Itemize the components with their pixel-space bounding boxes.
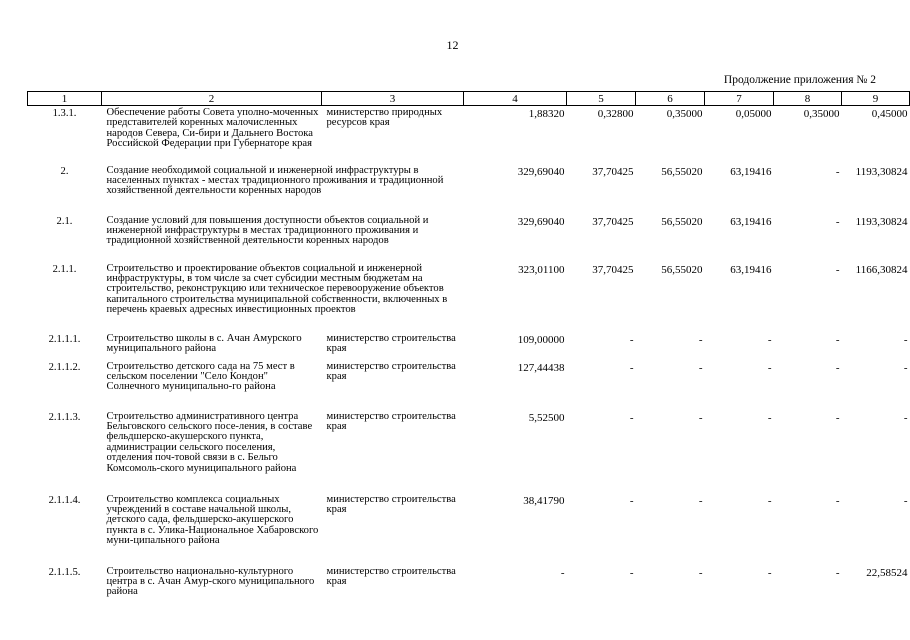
value-col5: 0,32800 xyxy=(597,108,634,120)
row-description: Строительство и проектирование объектов социальной и инженерной инфраструктуры, в том числе за счет субсидии местным бюджетам на строительство, реконструкцию или техническое перевооружение объектов капитального строительства муниципальной собственности, включенных в перечень краевых адресных инвестиционных проектов xyxy=(106,262,448,316)
column-header: 1 xyxy=(28,92,102,106)
column-header: 4 xyxy=(464,92,567,106)
row-number: 2.1.1.5. xyxy=(48,566,81,578)
value-col4: 329,69040 xyxy=(517,165,565,178)
row-number: 2.1.1.2. xyxy=(48,361,81,373)
row-description: Создание условий для повышения доступности объектов социальной и инженерной инфраструктуры в местах традиционного проживания и традиционной хозяйственной деятельности коренных народов xyxy=(106,214,429,247)
value-col9: 0,45000 xyxy=(871,108,908,120)
column-header: 5 xyxy=(567,92,636,106)
value-col5: - xyxy=(629,411,634,424)
row-executor: министерство строительства края xyxy=(326,565,456,587)
value-col8: - xyxy=(835,566,840,579)
value-col8: - xyxy=(835,411,840,424)
value-col7: 0,05000 xyxy=(735,108,772,120)
value-col4: 323,01100 xyxy=(518,263,565,276)
row-executor: министерство строительства края xyxy=(326,332,456,354)
program-table xyxy=(27,91,910,603)
value-col7: - xyxy=(767,333,772,346)
value-col8: - xyxy=(835,165,840,178)
value-col4: 127,44438 xyxy=(517,361,565,374)
value-col7: - xyxy=(767,494,772,507)
value-col6: - xyxy=(698,566,703,579)
row-description: Строительство административного центра Бельговского сельского посе-ления, в составе фельдшерско-акушерского пункта, администрации сельского поселения, отделения поч-товой связи в с. Бельго Комсомоль-ского муниципального района xyxy=(106,410,313,474)
row-description: Строительство комплекса социальных учреждений в составе начальной школы, детского сада, фельдшерско-акушерского пункта в с. Улика-Национальное Хабаровского муни-ципального района xyxy=(106,493,319,547)
value-col4: 109,00000 xyxy=(517,333,565,346)
table-row xyxy=(28,106,910,164)
value-col5: 37,70425 xyxy=(592,263,634,276)
row-number: 2.1.1.4. xyxy=(48,494,81,506)
value-col9: 1193,30824 xyxy=(855,165,908,178)
row-description: Создание необходимой социальной и инженерной инфраструктуры в населенных пунктах - местах традиционного проживания и традиционной хозяйственной деятельности коренных народов xyxy=(106,164,444,197)
row-executor: министерство строительства края xyxy=(326,493,456,515)
value-col5: - xyxy=(629,566,634,579)
value-col4: 329,69040 xyxy=(517,215,565,228)
column-header: 6 xyxy=(636,92,705,106)
value-col8: - xyxy=(835,263,840,276)
row-executor: министерство природных ресурсов края xyxy=(326,107,443,129)
value-col6: 0,35000 xyxy=(666,108,703,120)
table-row xyxy=(28,493,910,565)
value-col9: 1166,30824 xyxy=(855,263,908,276)
row-description: Строительство детского сада на 75 мест в сельском поселении "Село Кондон" Солнечного муниципально-го района xyxy=(106,360,295,393)
value-col9: 1193,30824 xyxy=(855,215,908,228)
table-row xyxy=(28,360,910,410)
row-description: Строительство школы в с. Ачан Амурского муниципального района xyxy=(106,332,302,354)
value-col5: 37,70425 xyxy=(592,215,634,228)
value-col6: - xyxy=(698,333,703,346)
value-col7: 63,19416 xyxy=(730,215,772,228)
row-executor: министерство строительства края xyxy=(326,410,456,432)
value-col5: - xyxy=(629,494,634,507)
value-col8: - xyxy=(835,494,840,507)
row-number: 2. xyxy=(60,165,69,177)
value-col8: - xyxy=(835,361,840,374)
value-col9: 22,58524 xyxy=(866,566,908,579)
row-number: 2.1.1. xyxy=(52,263,77,275)
value-col7: - xyxy=(767,411,772,424)
value-col6: - xyxy=(698,361,703,374)
row-number: 1.3.1. xyxy=(52,108,77,119)
value-col8: - xyxy=(835,333,840,346)
value-col5: - xyxy=(629,333,634,346)
row-executor: министерство строительства края xyxy=(326,360,456,382)
value-col6: 56,55020 xyxy=(661,215,703,228)
value-col4: - xyxy=(560,566,565,579)
table-row xyxy=(28,214,910,262)
column-header: 9 xyxy=(842,92,910,106)
value-col7: 63,19416 xyxy=(730,165,772,178)
value-col9: - xyxy=(903,333,908,346)
row-number: 2.1.1.1. xyxy=(48,333,81,345)
value-col8: - xyxy=(835,215,840,228)
page-number: 12 xyxy=(446,38,459,52)
continuation-label: Продолжение приложения № 2 xyxy=(723,74,876,86)
table-row xyxy=(28,410,910,493)
table-row xyxy=(28,164,910,214)
value-col4: 38,41790 xyxy=(523,494,565,507)
value-col9: - xyxy=(903,361,908,374)
column-header: 8 xyxy=(774,92,842,106)
value-col4: 1,88320 xyxy=(528,108,565,120)
table-row xyxy=(28,262,910,332)
value-col5: 37,70425 xyxy=(592,165,634,178)
value-col7: - xyxy=(767,361,772,374)
value-col5: - xyxy=(629,361,634,374)
value-col4: 5,52500 xyxy=(528,411,565,424)
value-col9: - xyxy=(903,494,908,507)
value-col6: 56,55020 xyxy=(661,165,703,178)
table-row xyxy=(28,332,910,360)
value-col9: - xyxy=(903,411,908,424)
table-row xyxy=(28,565,910,603)
value-col6: - xyxy=(698,411,703,424)
value-col6: 56,55020 xyxy=(661,263,703,276)
table-header-row xyxy=(28,92,910,106)
column-header: 3 xyxy=(322,92,464,106)
column-header: 7 xyxy=(705,92,774,106)
row-number: 2.1.1.3. xyxy=(48,411,81,423)
row-number: 2.1. xyxy=(56,215,73,227)
column-header: 2 xyxy=(102,92,322,106)
value-col7: - xyxy=(767,566,772,579)
row-description: Строительство национально-культурного центра в с. Ачан Амур-ского муниципального района xyxy=(106,565,315,598)
value-col7: 63,19416 xyxy=(730,263,772,276)
row-description: Обеспечение работы Совета уполно-моченных представителей коренных малочисленных народов Севера, Си-бири и Дальнего Востока Российской Федерации при Губернаторе края xyxy=(106,107,319,150)
value-col6: - xyxy=(698,494,703,507)
value-col8: 0,35000 xyxy=(803,108,840,120)
